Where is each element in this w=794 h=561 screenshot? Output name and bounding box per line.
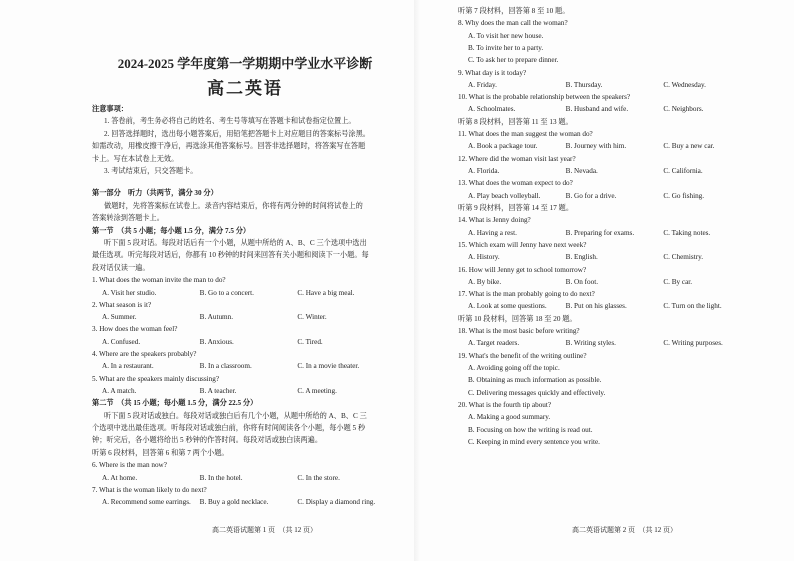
section2-line: 听下面 5 段对话或独白。每段对话或独白后有几个小题，从题中所给的 A、B、C 三	[104, 411, 367, 420]
question-text: 9. What day is it today?	[458, 68, 527, 77]
option-b[interactable]: B. To invite her to a party.	[468, 44, 544, 52]
option-a[interactable]: A. Book a package tour.	[468, 142, 538, 151]
question-block	[92, 459, 398, 484]
question-text: 17. What is the man probably going to do next?	[458, 290, 595, 299]
option-a[interactable]: A. A match.	[102, 386, 137, 395]
exam-subtitle: 高二英语	[207, 79, 283, 98]
question-block	[92, 299, 398, 324]
question-text: 8. Why does the man call the woman?	[458, 19, 568, 28]
option-b[interactable]: B. English.	[565, 253, 598, 262]
option-b[interactable]: B. A teacher.	[199, 386, 237, 395]
section1-line: 最佳选项。听完每段对话后，你都有 10 秒钟的时间来回答有关小题和阅读下一小题。每	[92, 251, 369, 260]
notice-line: 卡上。写在本试卷上无效。	[92, 154, 179, 163]
question-text: 19. What's the benefit of the writing outline?	[458, 351, 587, 360]
option-c[interactable]: C. Tired.	[297, 337, 323, 346]
option-c[interactable]: C. Turn on the light.	[663, 302, 722, 311]
part1-line: 做题时，先将答案标在试卷上。录音内容结束后，你将有两分钟的时间将试卷上的	[104, 201, 363, 210]
exam-page-2	[420, 0, 794, 561]
option-c[interactable]: C. Neighbors.	[663, 105, 704, 114]
question-text: 4. Where are the speakers probably?	[92, 350, 197, 359]
section2-line: 个选项中选出最佳选项。听每段对话或独白前，你将有时间阅读各个小题，每小题 5 秒	[92, 424, 366, 433]
page-footer: 高二英语试题第 1 页 （共 12 页）	[212, 526, 317, 534]
question-text: 2. What season is it?	[92, 300, 152, 309]
option-a[interactable]: A. Avoiding going off the topic.	[468, 364, 560, 373]
option-a[interactable]: A. History.	[468, 253, 500, 262]
page-footer: 高二英语试题第 2 页 （共 12 页）	[572, 526, 677, 534]
question-text: 20. What is the fourth tip about?	[458, 400, 552, 409]
question-text: 15. Which exam will Jenny have next week?	[458, 240, 587, 249]
option-c[interactable]: C. By car.	[663, 277, 693, 286]
question-text: 10. What is the probable relationship between the speakers?	[458, 93, 631, 102]
part1-heading: 第一部分 听力（共两节，满分 30 分）	[92, 189, 218, 198]
question-block	[92, 484, 398, 509]
notice-line: 如需改动，用橡皮擦干净后，再选涂其他答案标号。回答非选择题时，将答案写在答题	[92, 142, 366, 151]
question-text: 12. Where did the woman visit last year?	[458, 154, 576, 163]
section1-line: 段对话仅读一遍。	[92, 263, 150, 272]
question-block	[92, 323, 398, 348]
question-text: 5. What are the speakers mainly discussing?	[92, 374, 220, 383]
option-b[interactable]: B. Autumn.	[199, 313, 234, 322]
question-text: 13. What does the woman expect to do?	[458, 179, 573, 188]
option-b[interactable]: B. Writing styles.	[565, 339, 616, 348]
section2-line: 钟；听完后，各小题将给出 5 秒钟的作答时间。每段对话或独白读两遍。	[92, 436, 323, 445]
option-b[interactable]: B. Preparing for exams.	[565, 228, 635, 237]
option-b[interactable]: B. Thursday.	[565, 80, 603, 89]
option-b[interactable]: B. In a classroom.	[199, 362, 252, 371]
option-a[interactable]: A. In a restaurant.	[102, 362, 154, 371]
option-c[interactable]: C. Go fishing.	[663, 191, 705, 200]
notice-line: 2. 回答选择题时，选出每小题答案后，用铅笔把答题卡上对应题目的答案标号涂黑。	[104, 129, 370, 138]
option-b[interactable]: B. Journey with him.	[565, 142, 627, 151]
notice-line: 1. 答卷前，考生务必将自己的姓名、考生号等填写在答题卡和试卷指定位置上。	[104, 117, 356, 126]
option-c[interactable]: C. Keeping in mind every sentence you write.	[468, 437, 600, 446]
option-b[interactable]: B. In the hotel.	[199, 473, 243, 482]
exam-title: 2024-2025 学年度第一学期期中学业水平诊断	[117, 56, 373, 71]
option-b[interactable]: B. Put on his glasses.	[565, 302, 627, 311]
option-b[interactable]: B. Go for a drive.	[565, 191, 617, 200]
option-a[interactable]: A. Friday.	[468, 80, 497, 89]
option-c[interactable]: C. Display a diamond ring.	[297, 498, 376, 507]
option-a[interactable]: A. Summer.	[102, 313, 137, 322]
section1-heading: 第一节 （共 5 小题；每小题 1.5 分，满分 7.5 分）	[92, 226, 251, 235]
option-c[interactable]: C. California.	[663, 167, 703, 176]
section1-line: 听下面 5 段对话。每段对话后有一个小题，从题中所给的 A、B、C 三个选项中选出	[104, 239, 367, 248]
notice-line: 3. 考试结束后，只交答题卡。	[104, 167, 198, 176]
option-a[interactable]: A. By bike.	[468, 277, 502, 286]
option-b[interactable]: B. Go to a concert.	[199, 288, 254, 297]
notice-heading: 注意事项：	[92, 105, 128, 113]
option-c[interactable]: C. Taking notes.	[663, 228, 711, 237]
question-text: 18. What is the most basic before writing?	[458, 327, 580, 336]
option-c[interactable]: C. In a movie theater.	[297, 362, 360, 371]
option-b[interactable]: B. Buy a gold necklace.	[199, 498, 269, 507]
option-b[interactable]: B. Nevada.	[565, 167, 598, 176]
option-c[interactable]: C. Wednesday.	[663, 80, 706, 89]
question-text: 16. How will Jenny get to school tomorrow?	[458, 265, 587, 274]
option-a[interactable]: A. Florida.	[468, 167, 500, 176]
option-c[interactable]: C. Chemistry.	[663, 253, 704, 262]
option-a[interactable]: A. Making a good summary.	[468, 413, 551, 422]
option-c[interactable]: C. To ask her to prepare dinner.	[468, 56, 559, 65]
option-b[interactable]: B. Husband and wife.	[565, 105, 629, 114]
option-b[interactable]: B. Obtaining as much information as possible.	[468, 376, 602, 385]
option-c[interactable]: C. In the store.	[297, 473, 340, 482]
option-a[interactable]: A. Recommend some earrings.	[102, 498, 191, 507]
question-text: 7. What is the woman likely to do next?	[92, 485, 207, 494]
material-intro: 听第 9 段材料，回答第 14 至 17 题。	[458, 203, 574, 212]
option-c[interactable]: C. Delivering messages quickly and effectively.	[468, 388, 606, 397]
option-b[interactable]: B. Focusing on how the writing is read out.	[468, 425, 593, 434]
question-text: 1. What does the woman invite the man to do?	[92, 276, 226, 285]
question-block	[92, 373, 398, 398]
option-a[interactable]: A. At home.	[102, 473, 138, 482]
question-block	[92, 274, 398, 299]
material-intro: 听第 8 段材料，回答第 11 至 13 题。	[458, 117, 573, 126]
option-a[interactable]: A. Confused.	[102, 337, 141, 346]
option-c[interactable]: C. A meeting.	[297, 386, 337, 395]
option-a[interactable]: A. Look at some questions.	[468, 302, 547, 311]
option-c[interactable]: C. Buy a new car.	[663, 142, 715, 151]
option-a[interactable]: A. Target readers.	[468, 339, 520, 348]
material-intro: 听第 7 段材料，回答第 8 至 10 题。	[458, 7, 570, 15]
section2-heading: 第二节 （共 15 小题；每小题 1.5 分，满分 22.5 分）	[92, 399, 258, 408]
option-c[interactable]: C. Have a big meal.	[297, 288, 355, 297]
option-a[interactable]: A. Having a rest.	[468, 228, 517, 237]
question-block	[92, 348, 398, 373]
option-c[interactable]: C. Writing purposes.	[663, 339, 723, 348]
question-text: 14. What is Jenny doing?	[458, 216, 531, 225]
question-text: 11. What does the man suggest the woman do?	[458, 130, 593, 139]
option-c[interactable]: C. Winter.	[297, 313, 327, 322]
section2-line: 听第 6 段材料，回答第 6 和第 7 两个小题。	[92, 448, 229, 457]
option-b[interactable]: B. On foot.	[565, 277, 599, 286]
material-intro: 听第 10 段材料，回答第 18 至 20 题。	[458, 314, 577, 323]
option-b[interactable]: B. Anxious.	[199, 337, 234, 346]
question-text: 6. Where is the man now?	[92, 461, 167, 470]
option-a[interactable]: A. Visit her studio.	[102, 288, 157, 297]
part1-line: 答案转涂到答题卡上。	[92, 214, 164, 223]
option-a[interactable]: A. Schoolmates.	[468, 105, 516, 114]
option-a[interactable]: A. To visit her new house.	[468, 31, 544, 40]
option-a[interactable]: A. Play beach volleyball.	[468, 191, 541, 200]
question-text: 3. How does the woman feel?	[92, 325, 178, 334]
